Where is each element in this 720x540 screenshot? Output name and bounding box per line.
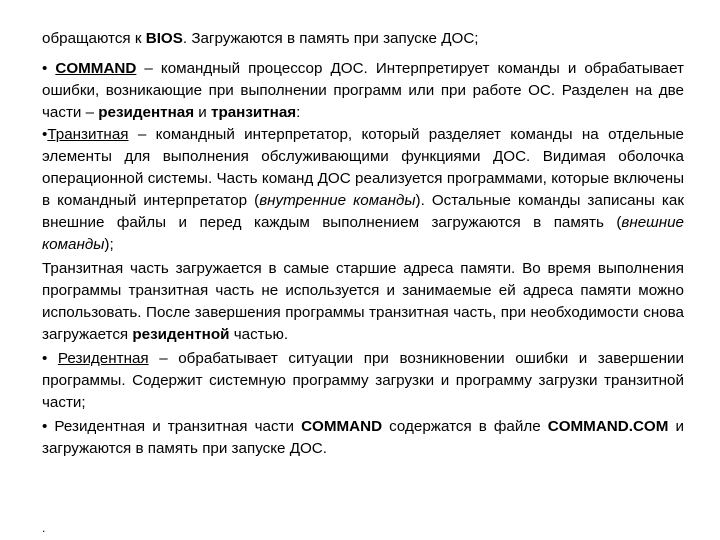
- transit-heading: Транзитная: [47, 126, 129, 143]
- command-bullet: •: [42, 60, 56, 77]
- transit-memory-text: Транзитная часть загружается в самые старшие адреса памяти. Во время выполнения программы транзитная часть не используется и занимаемые ей адреса памяти можно использовать. После завершения программы транзитная часть, при необходимости снова загружается: [42, 260, 684, 343]
- command-and: и: [194, 104, 212, 121]
- intro-text: обращаются к: [42, 30, 146, 47]
- bios-term: BIOS: [145, 30, 183, 47]
- transit-text-3: );: [104, 236, 114, 253]
- transit-text-1: – командный интерпретатор, который разделяет команды на отдельные элементы для выполнения обслуживающими функциями ДОС. Видимая оболочка операционной системы. Часть команд ДОС реализуется программами, которые включены в командный интерпретатор (: [42, 126, 684, 209]
- final-command-term: COMMAND: [301, 418, 383, 435]
- transit-memory-paragraph: [42, 258, 684, 346]
- transit-text-2: ). Остальные команды записаны как внешние файлы и перед каждым выполнением загружаются в память (: [42, 192, 684, 231]
- resident-term: резидентная: [98, 104, 195, 121]
- command-end: :: [296, 104, 301, 121]
- internal-commands: внутренние команды: [259, 192, 416, 209]
- resident-paragraph: [42, 348, 684, 414]
- command-text: – командный процессор ДОС. Интерпретирует команды и обрабатывает ошибки, возникающие при выполнении программ или при работе ОС. Разделен на две части –: [42, 60, 684, 121]
- final-paragraph: [42, 416, 684, 460]
- final-text-1: • Резидентная и транзитная части: [42, 418, 302, 435]
- intro-rest: . Загружаются в память при запуске ДОС;: [182, 30, 479, 47]
- final-text-3: и загружаются в память при запуске ДОС.: [42, 418, 684, 457]
- document-body: [42, 28, 684, 460]
- resident-text: – обрабатывает ситуации при возникновении ошибки и завершении программы. Содержит системную программу загрузки и программу загрузки транзитной части;: [42, 350, 684, 411]
- command-term: COMMAND: [55, 60, 137, 77]
- transit-paragraph: [42, 124, 684, 256]
- resident-bullet: •: [42, 350, 58, 367]
- footer-dot: .: [42, 521, 46, 535]
- external-commands: внешние команды: [42, 214, 684, 253]
- command-com-file: COMMAND.COM: [547, 418, 669, 435]
- resident-emphasis: резидентной: [132, 326, 230, 343]
- transit-term: транзитная: [211, 104, 297, 121]
- final-text-2: содержатся в файле: [382, 418, 548, 435]
- intro-paragraph: [42, 28, 684, 50]
- transit-memory-end: частью.: [229, 326, 289, 343]
- command-paragraph: [42, 58, 684, 124]
- transit-bullet: •: [42, 126, 48, 143]
- resident-heading: Резидентная: [57, 350, 149, 367]
